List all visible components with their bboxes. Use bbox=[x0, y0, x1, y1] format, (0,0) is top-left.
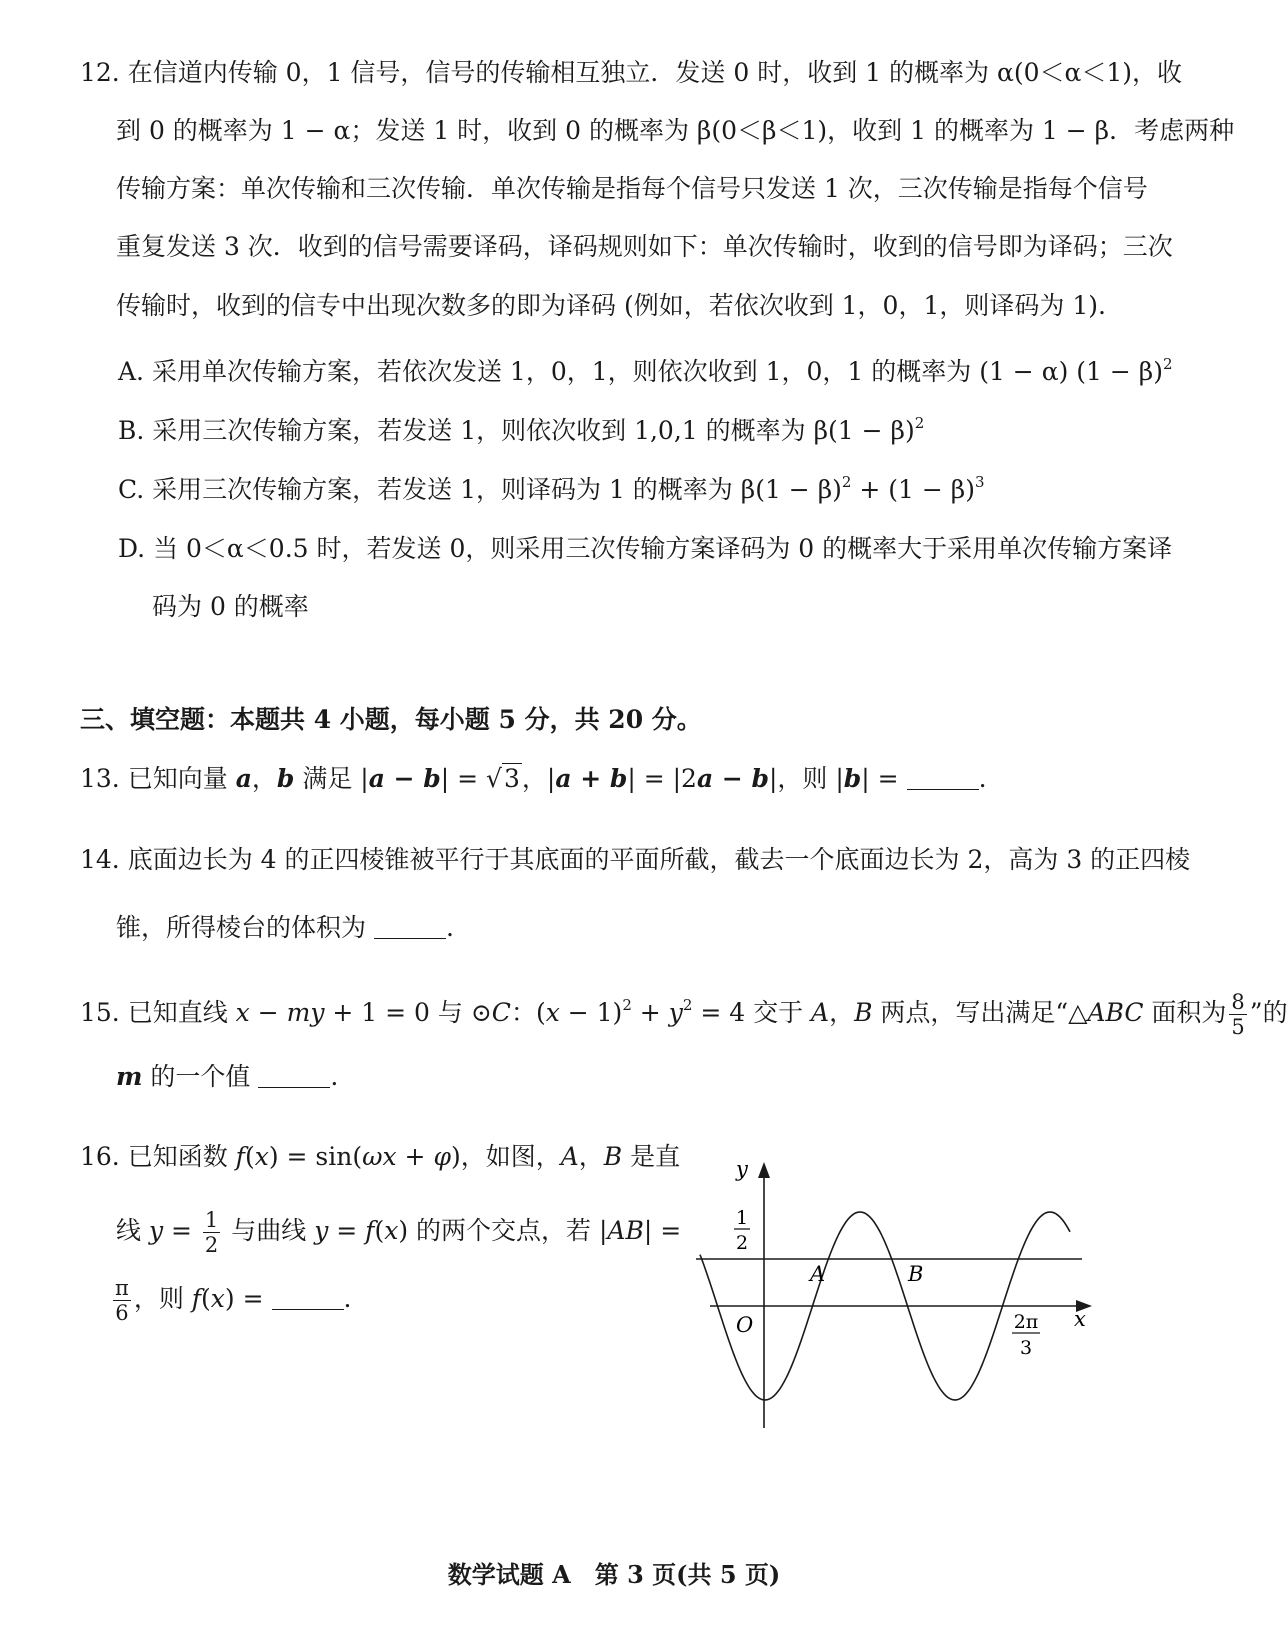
q16-f3: f bbox=[191, 1284, 202, 1313]
option-d-line1: 当 0＜α＜0.5 时，若发送 0，则采用三次传输方案译码为 0 的概率大于采用单次传输方案译 bbox=[153, 534, 1173, 563]
q16-phi: φ bbox=[433, 1142, 451, 1171]
q16-line1b: ( bbox=[244, 1142, 255, 1171]
q12-line-1 bbox=[80, 56, 1182, 90]
option-a-sup: 2 bbox=[1162, 355, 1173, 373]
q12-option-c bbox=[118, 473, 985, 507]
q15-eq1: x − my bbox=[235, 998, 325, 1027]
q12-option-b bbox=[118, 414, 924, 448]
q15-line2: 的一个值 bbox=[142, 1062, 251, 1091]
q13-comma: ， bbox=[251, 764, 277, 793]
y-axis-arrow bbox=[758, 1162, 770, 1178]
q15-t6: = 4 交于 bbox=[692, 998, 812, 1027]
sine-graph bbox=[690, 1150, 1110, 1450]
q16-line2e: ) 的两个交点，若 | bbox=[398, 1216, 608, 1245]
q15-t2: + 1 = 0 与 ⊙ bbox=[324, 998, 492, 1027]
q15-frac-den: 5 bbox=[1231, 1015, 1245, 1039]
q15-t8: 两点，写出满足“△ bbox=[872, 998, 1088, 1027]
option-d-label: D. bbox=[118, 534, 146, 563]
q12-stem-3: 传输方案：单次传输和三次传输．单次传输是指每个信号只发送 1 次，三次传输是指每个信号 bbox=[116, 174, 1148, 203]
q16-line3a: ，则 bbox=[133, 1284, 192, 1313]
q16-number: 16. bbox=[80, 1142, 120, 1171]
q13-vec-a: a bbox=[235, 764, 252, 793]
q15-abc: ABC bbox=[1087, 998, 1144, 1027]
q15-sq: 2 bbox=[622, 996, 632, 1014]
q14-answer-blank[interactable] bbox=[374, 914, 446, 939]
q16-half bbox=[203, 1208, 220, 1257]
q16-f2: f bbox=[365, 1216, 375, 1245]
x-axis-label: x bbox=[1074, 1307, 1086, 1331]
q16-pi-num: π bbox=[115, 1276, 129, 1300]
q16-comma: ， bbox=[578, 1142, 604, 1171]
q16-half-den: 2 bbox=[204, 1233, 219, 1257]
q16-end: . bbox=[343, 1284, 352, 1313]
q15-c: C bbox=[491, 998, 511, 1027]
tick-label-num: 2π bbox=[1013, 1311, 1039, 1333]
q15-t1: 已知直线 bbox=[127, 998, 236, 1027]
q16-ab: AB bbox=[607, 1216, 644, 1245]
q15-t4: − 1) bbox=[559, 998, 623, 1027]
option-c-sup1: 2 bbox=[841, 473, 852, 491]
q14-line2: 锥，所得棱台的体积为 bbox=[116, 913, 367, 942]
q13-vec-b2: b bbox=[843, 764, 862, 793]
q16-line1a: 已知函数 bbox=[127, 1142, 236, 1171]
q16-x3: x bbox=[210, 1284, 225, 1313]
q14-number: 14. bbox=[80, 845, 120, 874]
q16-y: y bbox=[148, 1216, 164, 1245]
half-label-den: 2 bbox=[735, 1232, 749, 1254]
option-d-line2: 码为 0 的概率 bbox=[152, 592, 309, 621]
q16-line1f: 是直 bbox=[622, 1142, 681, 1171]
q13-expr3: a − b bbox=[696, 764, 769, 793]
q15-m: m bbox=[116, 1062, 143, 1091]
option-a-text: 采用单次传输方案，若依次发送 1，0，1，则依次收到 1，0，1 的概率为 (1 − α) (1 − β) bbox=[151, 357, 1163, 386]
q13-t4: ，| bbox=[521, 764, 556, 793]
point-b-label: B bbox=[908, 1262, 924, 1286]
q16-line1d: + bbox=[396, 1142, 434, 1171]
q13-answer-blank[interactable] bbox=[907, 765, 979, 790]
q16-y2: y bbox=[314, 1216, 329, 1245]
q15-end: . bbox=[330, 1062, 339, 1091]
q16-line-2 bbox=[116, 1208, 681, 1257]
option-a-label: A. bbox=[118, 357, 145, 386]
option-b-label: B. bbox=[118, 416, 145, 445]
q16-x: x bbox=[254, 1142, 269, 1171]
section-3-heading: 三、填空题：本题共 4 小题，每小题 5 分，共 20 分。 bbox=[80, 705, 702, 734]
q13-root: 3 bbox=[503, 764, 520, 793]
point-a-label: A bbox=[810, 1262, 826, 1286]
q14-line-1 bbox=[80, 843, 1190, 877]
q16-eq: = bbox=[163, 1216, 200, 1245]
q15-x: x bbox=[545, 998, 560, 1027]
q13-t2: 满足 | bbox=[302, 764, 369, 793]
q16-line3c: ) = bbox=[224, 1284, 264, 1313]
q16-line2c: = bbox=[328, 1216, 366, 1245]
q14-line1: 底面边长为 4 的正四棱锥被平行于其底面的平面所截，截去一个底面边长为 2，高为 3 的正四棱 bbox=[127, 845, 1191, 874]
q16-line-3 bbox=[110, 1276, 351, 1325]
y-axis-label: y bbox=[736, 1157, 748, 1181]
option-b-text: 采用三次传输方案，若发送 1，则依次收到 1,0,1 的概率为 β(1 − β) bbox=[152, 416, 915, 445]
q15-t5: + bbox=[631, 998, 669, 1027]
q13-t1: 已知向量 bbox=[127, 764, 228, 793]
q13-t5: | = |2 bbox=[627, 764, 697, 793]
q16-line2b: 与曲线 bbox=[223, 1216, 315, 1245]
q13-vec-b: b bbox=[276, 764, 295, 793]
option-c-mid: + (1 − β) bbox=[851, 475, 976, 504]
q15-frac-num: 8 bbox=[1231, 990, 1245, 1014]
q13-t3: | = √ bbox=[440, 764, 502, 793]
q12-number: 12. bbox=[80, 58, 120, 87]
q16-f: f bbox=[235, 1142, 245, 1171]
option-c-label: C. bbox=[118, 475, 145, 504]
page-footer: 数学试题 A 第 3 页(共 5 页) bbox=[447, 1560, 781, 1589]
q16-line1c: ) = sin( bbox=[268, 1142, 363, 1171]
q16-line-1 bbox=[80, 1140, 680, 1174]
q12-stem-1: 在信道内传输 0，1 信号，信号的传输相互独立．发送 0 时，收到 1 的概率为 α(0＜α＜1)，收 bbox=[127, 58, 1183, 87]
q16-b: B bbox=[603, 1142, 623, 1171]
q16-a: A bbox=[560, 1142, 579, 1171]
q12-option-a bbox=[118, 355, 1173, 389]
q13-end: . bbox=[978, 764, 987, 793]
q16-line3b: ( bbox=[201, 1284, 211, 1313]
q12-stem-4: 重复发送 3 次．收到的信号需要译码，译码规则如下：单次传输时，收到的信号即为译码；三次 bbox=[116, 232, 1173, 261]
q15-t7: ， bbox=[829, 998, 855, 1027]
q16-answer-blank[interactable] bbox=[272, 1285, 344, 1310]
q15-number: 15. bbox=[80, 998, 120, 1027]
option-b-sup: 2 bbox=[914, 414, 925, 432]
tick-label-den: 3 bbox=[1019, 1337, 1033, 1359]
q12-stem-2: 到 0 的概率为 1 − α；发送 1 时，收到 0 的概率为 β(0＜β＜1)，收到 1 的概率为 1 − β．考虑两种 bbox=[116, 116, 1235, 145]
option-c-text: 采用三次传输方案，若发送 1，则译码为 1 的概率为 β(1 − β) bbox=[152, 475, 842, 504]
q12-stem-5: 传输时，收到的信专中出现次数多的即为译码 (例如，若依次收到 1，0，1，则译码为 1). bbox=[116, 291, 1106, 320]
q16-line2f: | = bbox=[643, 1216, 682, 1245]
q12-option-d bbox=[118, 532, 1172, 566]
q16-pi-frac bbox=[113, 1276, 131, 1325]
q16-wx: ωx bbox=[362, 1142, 397, 1171]
origin-label: O bbox=[736, 1313, 754, 1337]
q13-t6: |，则 | bbox=[769, 764, 844, 793]
q16-line2d: ( bbox=[374, 1216, 385, 1245]
q13-expr1: a − b bbox=[368, 764, 441, 793]
q16-x2: x bbox=[384, 1216, 399, 1245]
q14-end: . bbox=[445, 913, 454, 942]
q15-line-2 bbox=[116, 1060, 338, 1094]
q15-y: y bbox=[668, 998, 683, 1027]
q15-answer-blank[interactable] bbox=[258, 1063, 330, 1088]
q15-t10: ”的 bbox=[1249, 998, 1288, 1027]
q13-line bbox=[80, 762, 987, 796]
q13-expr2: a + b bbox=[555, 764, 628, 793]
q15-fraction bbox=[1229, 990, 1246, 1039]
q15-point-b: B bbox=[854, 998, 873, 1027]
q14-line-2 bbox=[116, 911, 454, 945]
q15-line-1 bbox=[80, 990, 1288, 1039]
q16-line2a: 线 bbox=[116, 1216, 149, 1245]
q15-sq2: 2 bbox=[682, 996, 693, 1014]
q15-t9: 面积为 bbox=[1143, 998, 1227, 1027]
half-label-num: 1 bbox=[735, 1207, 749, 1229]
q15-point-a: A bbox=[811, 998, 830, 1027]
q15-t3: ：( bbox=[510, 998, 546, 1027]
option-c-sup2: 3 bbox=[975, 473, 985, 491]
q16-pi-den: 6 bbox=[115, 1301, 129, 1325]
q16-half-num: 1 bbox=[204, 1208, 219, 1232]
q13-t7: | = bbox=[861, 764, 899, 793]
q13-number: 13. bbox=[80, 764, 120, 793]
q16-line1e: )，如图， bbox=[450, 1142, 561, 1171]
